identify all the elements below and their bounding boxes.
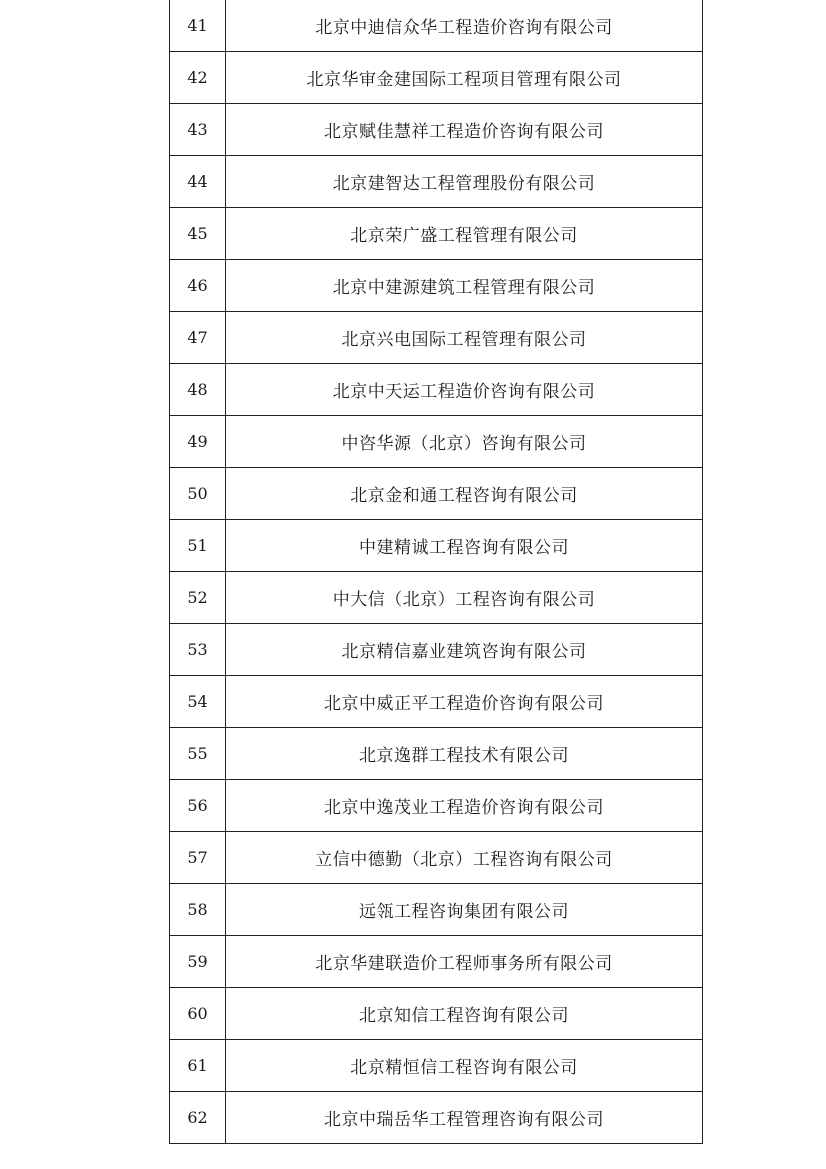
row-number: 42: [170, 52, 226, 104]
row-number: 61: [170, 1040, 226, 1092]
row-number: 59: [170, 936, 226, 988]
row-number: 49: [170, 416, 226, 468]
company-name: 北京精恒信工程咨询有限公司: [226, 1040, 703, 1092]
row-number: 55: [170, 728, 226, 780]
company-name: 北京中威正平工程造价咨询有限公司: [226, 676, 703, 728]
company-name: 中咨华源（北京）咨询有限公司: [226, 416, 703, 468]
row-number: 60: [170, 988, 226, 1040]
table-row: [170, 156, 703, 208]
row-number: 44: [170, 156, 226, 208]
row-number: 52: [170, 572, 226, 624]
table-row: [170, 104, 703, 156]
table-row: [170, 312, 703, 364]
company-name: 北京华审金建国际工程项目管理有限公司: [226, 52, 703, 104]
company-name: 北京中逸茂业工程造价咨询有限公司: [226, 780, 703, 832]
company-name: 立信中德勤（北京）工程咨询有限公司: [226, 832, 703, 884]
company-name: 北京知信工程咨询有限公司: [226, 988, 703, 1040]
row-number: 51: [170, 520, 226, 572]
company-name: 北京精信嘉业建筑咨询有限公司: [226, 624, 703, 676]
table-row: [170, 936, 703, 988]
row-number: 53: [170, 624, 226, 676]
row-number: 50: [170, 468, 226, 520]
row-number: 56: [170, 780, 226, 832]
company-name: 北京兴电国际工程管理有限公司: [226, 312, 703, 364]
company-name: 北京华建联造价工程师事务所有限公司: [226, 936, 703, 988]
table-row: [170, 572, 703, 624]
table-row: [170, 988, 703, 1040]
table-row: [170, 780, 703, 832]
row-number: 57: [170, 832, 226, 884]
table-row: [170, 208, 703, 260]
row-number: 47: [170, 312, 226, 364]
company-name: 北京中迪信众华工程造价咨询有限公司: [226, 0, 703, 52]
company-name: 北京赋佳慧祥工程造价咨询有限公司: [226, 104, 703, 156]
row-number: 46: [170, 260, 226, 312]
row-number: 54: [170, 676, 226, 728]
company-name: 中建精诚工程咨询有限公司: [226, 520, 703, 572]
company-name: 北京中天运工程造价咨询有限公司: [226, 364, 703, 416]
table-row: [170, 676, 703, 728]
company-list-table: [169, 0, 703, 1144]
table-row: [170, 728, 703, 780]
table-row: [170, 832, 703, 884]
company-name: 北京中瑞岳华工程管理咨询有限公司: [226, 1092, 703, 1144]
table-row: [170, 468, 703, 520]
row-number: 45: [170, 208, 226, 260]
row-number: 48: [170, 364, 226, 416]
company-name: 远瓴工程咨询集团有限公司: [226, 884, 703, 936]
table-row: [170, 364, 703, 416]
company-name: 北京中建源建筑工程管理有限公司: [226, 260, 703, 312]
company-name: 北京逸群工程技术有限公司: [226, 728, 703, 780]
company-name: 北京金和通工程咨询有限公司: [226, 468, 703, 520]
row-number: 41: [170, 0, 226, 52]
row-number: 62: [170, 1092, 226, 1144]
table-row: [170, 1092, 703, 1144]
table-row: [170, 1040, 703, 1092]
table-row: [170, 520, 703, 572]
table-row: [170, 0, 703, 52]
row-number: 43: [170, 104, 226, 156]
company-name: 中大信（北京）工程咨询有限公司: [226, 572, 703, 624]
table-row: [170, 260, 703, 312]
table-row: [170, 416, 703, 468]
row-number: 58: [170, 884, 226, 936]
company-list-body: [170, 0, 703, 1144]
table-row: [170, 884, 703, 936]
company-name: 北京建智达工程管理股份有限公司: [226, 156, 703, 208]
table-row: [170, 624, 703, 676]
table-row: [170, 52, 703, 104]
company-name: 北京荣广盛工程管理有限公司: [226, 208, 703, 260]
